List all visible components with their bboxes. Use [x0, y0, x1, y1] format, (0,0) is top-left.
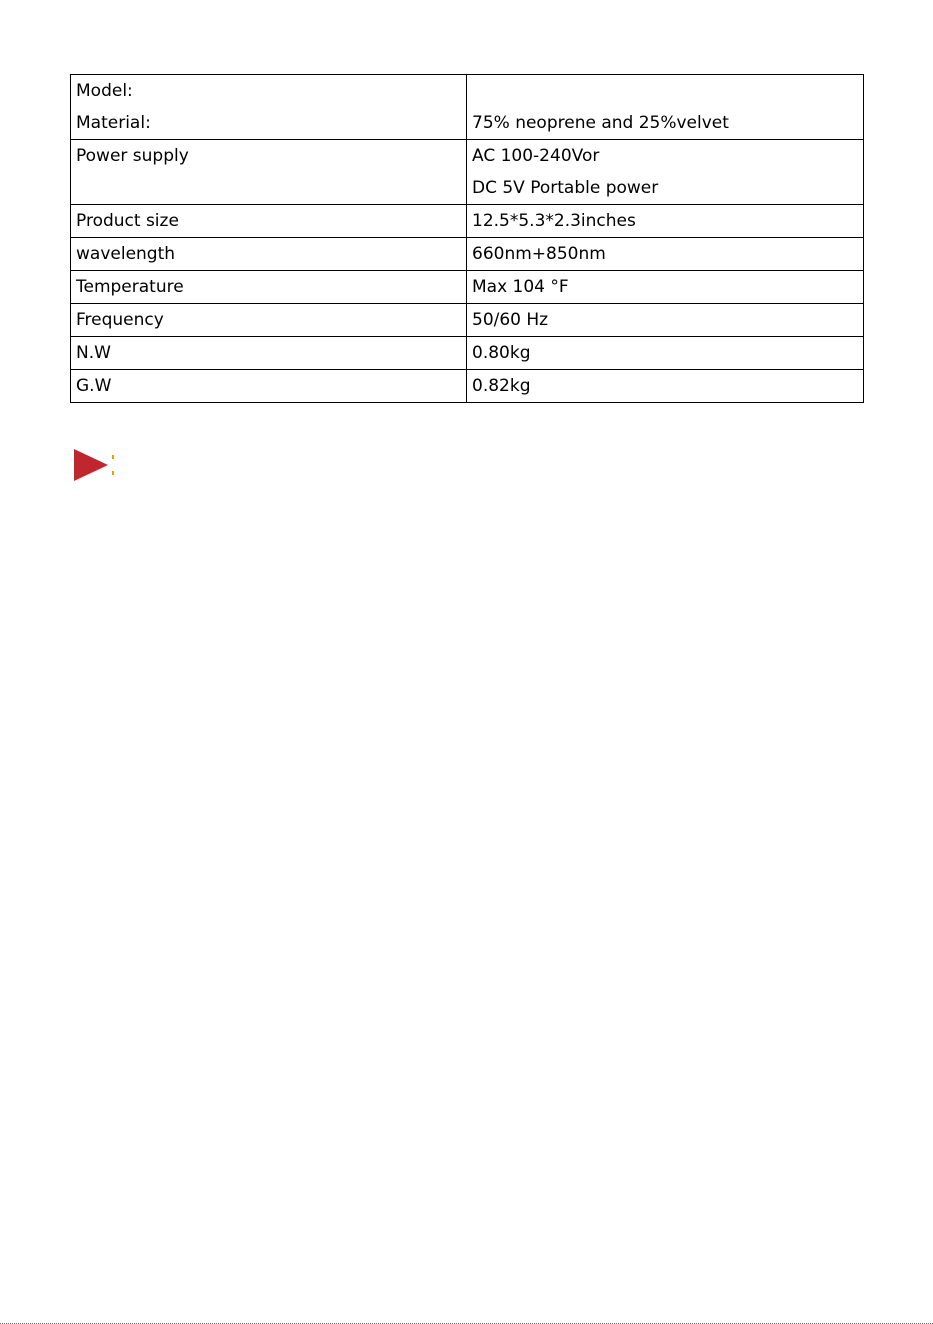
spec-label: Frequency: [76, 310, 164, 330]
table-row-temperature: [71, 271, 864, 304]
spec-label: wavelength: [76, 244, 176, 264]
spec-label-cell: [71, 205, 467, 238]
colon-mark-icon: [112, 449, 115, 481]
spec-value: 660nm+850nm: [472, 244, 606, 264]
spec-value: Max 104 °F: [472, 277, 569, 297]
spec-value: AC 100-240Vor: [472, 146, 600, 166]
spec-value: 75% neoprene and 25%velvet: [472, 113, 729, 133]
spec-value-cell: [467, 238, 864, 271]
table-row-model-material: [71, 75, 864, 140]
table-row-product-size: [71, 205, 864, 238]
spec-label: [76, 172, 461, 204]
table-row-gross-weight: [71, 370, 864, 403]
spec-value-cell: [467, 205, 864, 238]
spec-value-cell: [467, 304, 864, 337]
spec-table: [70, 74, 864, 403]
spec-value: 0.80kg: [472, 343, 531, 363]
spec-label: Model:: [76, 81, 133, 101]
spec-value-cell: [467, 75, 864, 140]
spec-label: Temperature: [76, 277, 184, 297]
spec-value: DC 5V Portable power: [472, 178, 659, 198]
spec-label-cell: [71, 238, 467, 271]
spec-label: G.W: [76, 376, 112, 396]
spec-label-cell: [71, 370, 467, 403]
table-row-net-weight: [71, 337, 864, 370]
spec-label-cell: [71, 75, 467, 140]
spec-value: 0.82kg: [472, 376, 531, 396]
spec-value-cell: [467, 337, 864, 370]
spec-label-cell: [71, 304, 467, 337]
spec-value: 50/60 Hz: [472, 310, 549, 330]
spec-label: Material:: [76, 113, 151, 133]
spec-value: 12.5*5.3*2.3inches: [472, 211, 636, 231]
spec-label: N.W: [76, 343, 111, 363]
spec-label-cell: [71, 140, 467, 205]
spec-label: Product size: [76, 211, 179, 231]
play-triangle-icon: [74, 449, 108, 481]
table-row-power-supply: [71, 140, 864, 205]
spec-label: Power supply: [76, 146, 189, 166]
spec-value-cell: [467, 140, 864, 205]
table-row-wavelength: [71, 238, 864, 271]
spec-label-cell: [71, 337, 467, 370]
spec-value: [472, 75, 858, 107]
spec-value-cell: [467, 271, 864, 304]
spec-value-cell: [467, 370, 864, 403]
spec-label-cell: [71, 271, 467, 304]
table-row-frequency: [71, 304, 864, 337]
